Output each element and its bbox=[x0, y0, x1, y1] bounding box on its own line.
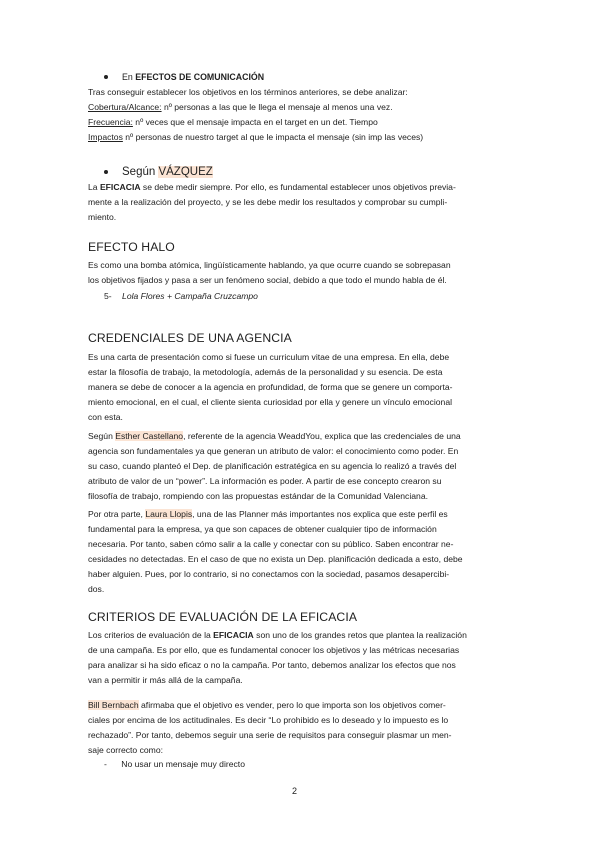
page-number: 2 bbox=[292, 786, 298, 796]
efectos-item-impactos: Impactos nº personas de nuestro target al que le impacta el mensaje (sin imp las veces) bbox=[88, 132, 424, 142]
author-highlight: Bill Bernbach bbox=[88, 700, 139, 710]
halo-paragraph: Es como una bomba atómica, lingüísticamente hablando, ya que ocurre cuando se sobrepasan los objetivos fijados y pasa a ser un fenómeno social, debido a que todo el mundo habla de él. bbox=[88, 260, 451, 285]
heading-efecto-halo: EFECTO HALO bbox=[88, 240, 175, 254]
heading-credenciales: CREDENCIALES DE UNA AGENCIA bbox=[88, 331, 292, 345]
criterios-list-item: - No usar un mensaje muy directo bbox=[104, 759, 245, 769]
credenciales-p3: Por otra parte, Laura Llopis, una de las Planner más importantes nos explica que este perfil es fundamental para la empresa, ya que son capaces de obtener cualquier tipo de información necesaria. Por tanto, saben cómo salir a la calle y conectar con su público. Saben encontrar ne- cesidades no detectadas. En el caso de que no exista un Dep. planificación dedicada a esto, debe haber alguien. Pues, por lo contrario, si no conectamos con la sociedad, pasamos desapercibi- dos. bbox=[88, 509, 463, 594]
criterios-p1: Los criterios de evaluación de la EFICACIA son uno de los grandes retos que plantea la realización de una campaña. Es por ello, que es fundamental conocer los objetivos y las métricas necesarias para analizar si ha sido eficaz o no la campaña. Por tanto, debemos analizar los efectos que nos van a permitir ir más allá de la campaña. bbox=[88, 630, 467, 685]
bullet-dot-icon bbox=[104, 170, 108, 174]
heading-criterios: CRITERIOS DE EVALUACIÓN DE LA EFICACIA bbox=[88, 610, 358, 624]
criterios-p2: Bill Bernbach afirmaba que el objetivo es vender, pero lo que importa son los objetivos comer- ciales por encima de los actitudinales. Es decir “Lo prohibido es lo deseado y lo impuesto es lo rechazado”. Por tanto, debemos seguir una serie de requisitos para conseguir plasmar un men- saje correcto como: bbox=[88, 700, 452, 755]
bullet-vazquez-text: Según VÁZQUEZ bbox=[122, 166, 213, 178]
efectos-intro: Tras conseguir establecer los objetivos en los términos anteriores, se debe analizar: bbox=[88, 87, 408, 97]
credenciales-p1: Es una carta de presentación como si fuese un curriculum vitae de una empresa. En ella, debe estar la filosofía de trabajo, la metodología, además de la personalidad y su esencia. De esta manera se debe de conocer a la agencia en profundidad, de forma que se genere un comporta- miento emocional, en el cual, el cliente sienta curiosidad por ella y genere un vínculo emocional con esta. bbox=[88, 352, 453, 422]
vazquez-paragraph: La EFICACIA se debe medir siempre. Por ello, es fundamental establecer unos objetivos previa- mente a la realización del proyecto, y se les debe medir los resultados y comprobar su cumpli- miento. bbox=[88, 182, 456, 222]
halo-example: 5- Lola Flores + Campaña Cruzcampo bbox=[104, 291, 258, 301]
bullet-dot-icon bbox=[104, 75, 108, 79]
credenciales-p2: Según Esther Castellano, referente de la agencia WeaddYou, explica que las credenciales de una agencia son fundamentales ya que generan un atributo de valor: el conocimiento como poder. En su caso, cuando planteó el Dep. de planificación estratégica en su agencia lo realizó a través del atributo de valor de un “power”. La información es poder. A partir de ese concepto crearon su filosofía de trabajo, rompiendo con las propuestas estándar de la Comunidad Valenciana. bbox=[88, 431, 461, 501]
efectos-item-frecuencia: Frecuencia: nº veces que el mensaje impacta en el target en un det. Tiempo bbox=[88, 117, 378, 127]
efectos-list bbox=[88, 85, 516, 145]
author-highlight: VÁZQUEZ bbox=[158, 166, 213, 178]
bullet-efectos-text: En EFECTOS DE COMUNICACIÓN bbox=[122, 72, 265, 82]
author-highlight: Esther Castellano bbox=[115, 431, 184, 441]
efectos-item-cobertura: Cobertura/Alcance: nº personas a las que le llega el mensaje al menos una vez. bbox=[88, 102, 393, 112]
author-highlight: Laura Llopis bbox=[145, 509, 193, 519]
